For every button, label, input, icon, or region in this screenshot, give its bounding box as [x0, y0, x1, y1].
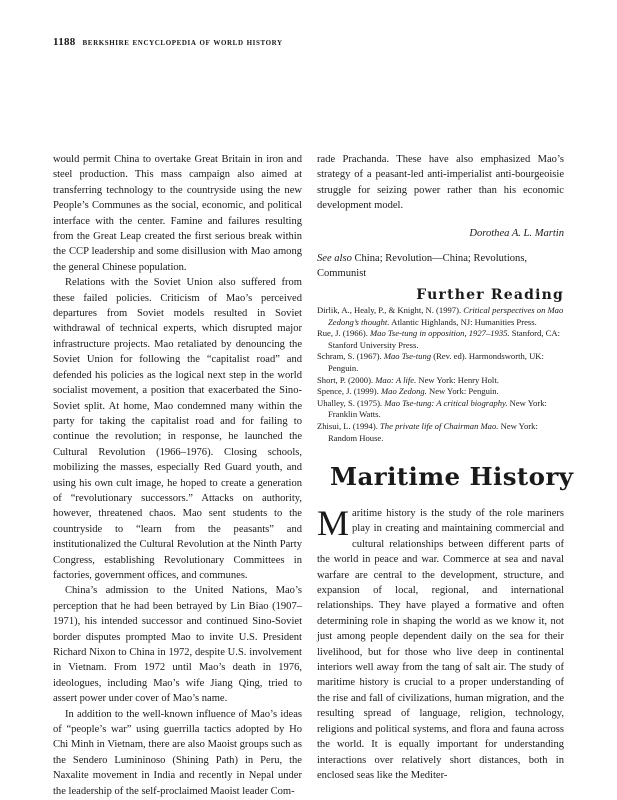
reference-item: Dirlik, A., Healy, P., & Knight, N. (1997). Critical perspectives on Mao Zedong’s thought. Atlantic Highlands, NJ: Humanities Press. — [317, 305, 564, 327]
reference-item: Uhalley, S. (1975). Mao Tse-tung: A critical biography. New York: Franklin Watts. — [317, 397, 547, 420]
reference-item: Rue, J. (1966). Mao Tse-tung in opposition, 1927–1935. Stanford, CA: Stanford University Press. — [317, 328, 560, 350]
reference-item: Zhisui, L. (1994). The private life of Chairman Mao. New York: Random House. — [317, 420, 538, 443]
right-column — [317, 152, 564, 282]
page-header — [53, 36, 283, 48]
drop-cap: M — [317, 503, 350, 543]
running-title: berkshire encyclopedia of world history — [82, 38, 283, 48]
reference-item: Schram, S. (1967). Mao Tse-tung (Rev. ed). Harmondsworth, UK: Penguin. — [317, 351, 544, 373]
reference-item: Spence, J. (1999). Mao Zedong. New York: Penguin. — [317, 386, 499, 397]
see-also — [317, 251, 564, 282]
page-number: 1188 — [53, 36, 76, 48]
paragraph: Relations with the Soviet Union also suffered from these failed policies. Criticism of Mao’s perceived departures from Soviet models resulted in Soviet withdrawal of technical experts, which disrupted major infrastructure projects. Mao retaliated by denouncing the Soviet Union for following the “capitalist road” and defended his policies as the logical next step in the world socialist movement, a position that exacerbated the Sino-Soviet split. At home, Mao condemned many within the party for taking the capitalist road and for failing to continue the revolution; in response, he launched the Cultural Revolution (1966–1976). Closing schools, mobilizing the masses, especially Red Guard youth, and using his own cult image, he hoped to create a generation of “revolutionary successors.” Attacks on authority, however, threatened chaos. Mao sent students to the countryside to “learn from the peasants” and institutionalized the Cultural Revolution at the Ninth Party Congress, establishing Revolutionary Committees in factories, government offices, and communes. — [53, 277, 302, 581]
paragraph: rade Prachanda. These have also emphasized Mao’s strategy of a peasant-led anti-imperialist anti-bourgeoisie struggle for seizing power rather than his economic development model. — [317, 154, 564, 212]
reference-list — [317, 305, 564, 444]
article-title: Maritime History — [330, 462, 574, 491]
paragraph: In addition to the well-known influence of Mao’s ideas of “people’s war” using guerrilla tactics adopted by Ho Chi Minh in Vietnam, there are also Maoist groups such as the Sendero Lumininoso (Shining Path) in Peru, the Naxalite movement in India and recently in Nepal under the leadership of the self-proclaimed Maoist leader Com- — [53, 708, 302, 797]
see-also-label: See also — [317, 253, 352, 265]
paragraph: China’s admission to the United Nations, Mao’s perception that he had been betrayed by Lin Biao (1907–1971), his intended successor and continued Sino-Soviet border disputes prompted Mao to invite U.S. President Richard Nixon to China in 1972, despite U.S. involvement in Vietnam. From 1972 until Mao’s death in 1976, ideologues, including Mao’s wife Jiang Qing, tried to assert power under cover of Mao’s name. — [53, 585, 302, 705]
reference-item: Short, P. (2000). Mao: A life. New York: Henry Holt. — [317, 374, 499, 385]
paragraph: would permit China to overtake Great Britain in iron and steel production. This mass campaign also aimed at transferring technology to the countryside using the new People’s Communes as the social, economic, and political interface with the center. Famine and failures resulting from the Great Leap created the first serious break within the CCP leadership and some disillusion with Mao among the general Chinese population. — [53, 154, 302, 273]
further-reading-heading: Further Reading — [416, 287, 564, 303]
left-column — [53, 152, 302, 799]
see-also-links[interactable]: China; Revolution—China; Revolutions, Communist — [317, 253, 528, 280]
author-signature: Dorothea A. L. Martin — [469, 227, 564, 239]
article-body — [317, 503, 564, 783]
paragraph: Maritime history is the study of the role mariners play in creating and maintaining commercial and cultural relationships between different parts of the world in peace and war. Commerce at sea and naval warfare are central to the development, structure, and expansion of local, regional, and international relationships. They have played a formative and often determining role in shaping the world as we know it, not just among people dependent daily on the sea for their livelihood, but for those who live deep in continental interiors well away from the tang of salt air. The study of maritime history is crucial to a proper understanding of the rise and fall of civilizations, human migration, and the resulting spread of language, religion, technology, religions and political systems, and flora and fauna across the world. It is equally important for understanding interactions over relatively short distances, both in enclosed seas like the Mediter- — [317, 503, 564, 781]
